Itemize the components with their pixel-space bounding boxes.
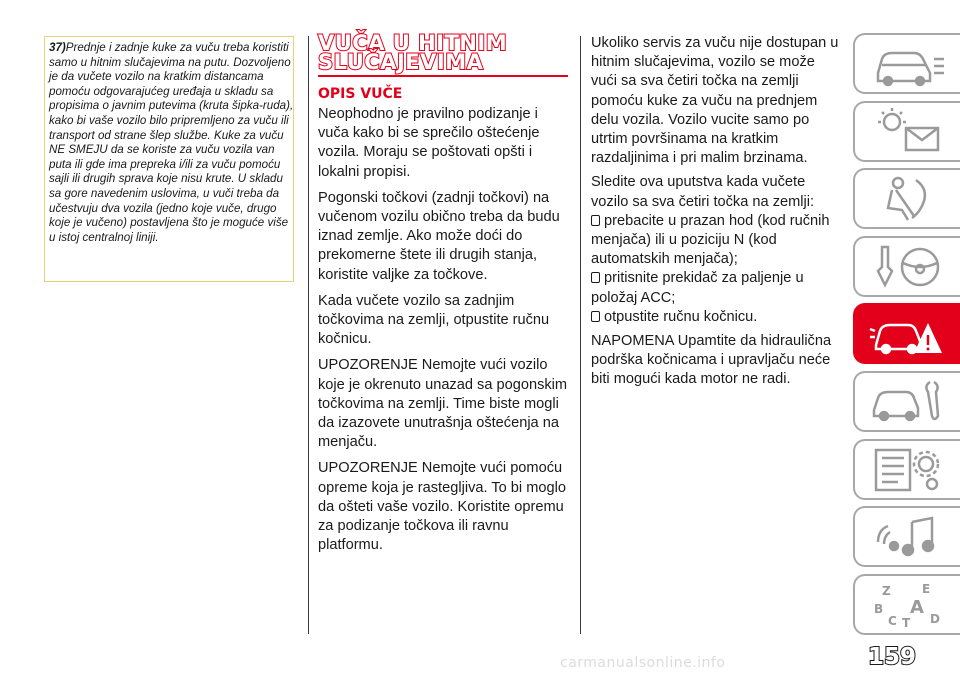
list-item-text: prebacite u prazan hod (kod ručnih menjača) ili u poziciju N (kod automatskih menjača); bbox=[591, 212, 830, 268]
svg-text:C: C bbox=[887, 614, 897, 629]
note-number: 37) bbox=[49, 41, 66, 54]
svg-text:D: D bbox=[929, 612, 940, 627]
tab-safety[interactable] bbox=[853, 168, 960, 229]
chapter-tabs bbox=[853, 33, 960, 641]
multimedia-music-icon bbox=[868, 512, 948, 562]
tab-multimedia[interactable] bbox=[853, 506, 960, 567]
technical-data-gear-icon bbox=[868, 444, 948, 494]
tab-technical-data[interactable] bbox=[853, 439, 960, 500]
note-text bbox=[49, 41, 297, 245]
dashboard-warning-lights-icon bbox=[868, 106, 948, 156]
warning-paragraph: UPOZORENJE Nemojte vući pomoću opreme koja je rastegljiva. To bi moglo da ošteti vaše vozilo. Koristite opremu za podizanje točkova ili ravnu platformu. bbox=[318, 460, 566, 554]
note-box bbox=[44, 36, 294, 282]
list-item-text: otpustite ručnu kočnicu. bbox=[604, 308, 758, 325]
section-title-line-2: SLUČAJEVIMA bbox=[318, 50, 484, 74]
warning-paragraph: UPOZORENJE Nemojte vući vozilo koje je okrenuto unazad sa pogonskim točkovima na zemlji. Time biste mogli da izazovete unutrašnja oštećenja na menjaču. bbox=[318, 357, 568, 451]
column-3 bbox=[591, 34, 843, 395]
list-item-text: pritisnite prekidač za paljenje u položaj ACC; bbox=[591, 270, 804, 306]
paragraph: Neophodno je pravilno podizanje i vuča kako bi se sprečilo oštećenje vozila. Moraju se poštovati opšti i lokalni propisi. bbox=[318, 106, 540, 180]
section-subtitle: OPIS VUČE bbox=[318, 86, 403, 102]
column-divider-2 bbox=[580, 36, 581, 634]
note-body: Prednje i zadnje kuke za vuču treba koristiti samo u hitnim slučajevima na putu. Dozvoljeno je da vučete vozilo na kratkim distancama pomoću odgovarajućeg uređaja u skladu sa propisima o javnim putevima (kruta šipka-ruda), kako bi vaše vozilo bilo pripremljeno za vuču ili transport od strane šlep službe. Kuke za vuču NE SMEJU da se koriste za vuču vozila van puta ili gde ima prepreka i/ili za vuču pomoću sajli ili drugih sprava koje nisu krute. U skladu sa gore navedenim uslovima, u vuči treba da učestvuju dva vozila (jedno koje vuče, drugo koje je vučeno) postavljena što je moguće više u istoj centralnoj liniji. bbox=[49, 41, 294, 244]
tab-emergency[interactable] bbox=[853, 303, 960, 364]
car-info-icon bbox=[868, 39, 948, 89]
section-title bbox=[318, 31, 570, 74]
seat-airbag-safety-icon bbox=[868, 174, 948, 224]
list-item bbox=[591, 269, 843, 307]
column-divider-1 bbox=[308, 36, 309, 634]
paragraph: Pogonski točkovi (zadnji točkovi) na vučenom vozilu obično treba da budu iznad zemlje. Ako može doći do prekomerne štete ili drugih stanja, koristite valjke za točkove. bbox=[318, 189, 560, 283]
list-item bbox=[591, 308, 843, 327]
checkbox-bullet-icon bbox=[591, 272, 600, 283]
section-title-line-1: VUČA U HITNIM bbox=[318, 31, 508, 55]
paragraph: Kada vučete vozilo sa zadnjim točkovima na zemlji, otpustite ručnu kočnicu. bbox=[318, 292, 550, 348]
tab-dashboard[interactable] bbox=[853, 101, 960, 162]
tab-starting-driving[interactable] bbox=[853, 236, 960, 297]
paragraph: Sledite ova uputstva kada vučete vozilo sa sva četiri točka na zemlji: bbox=[591, 174, 815, 210]
checkbox-bullet-icon bbox=[591, 311, 600, 322]
tab-car-info[interactable] bbox=[853, 33, 960, 94]
car-emergency-icon bbox=[868, 309, 948, 359]
list-item bbox=[591, 212, 843, 270]
column-2 bbox=[318, 31, 570, 562]
paragraph: Ukoliko servis za vuču nije dostupan u hitnim slučajevima, vozilo se može vući sa sva četiri točka na zemlji pomoću kuke za vuču na prednjem delu vozila. Vozilo vucite samo po utrtim površinama na kratkim razdaljinima i pri malim brzinama. bbox=[591, 35, 839, 167]
svg-text:A: A bbox=[909, 597, 924, 619]
note-paragraph: NAPOMENA Upamtite da hidraulična podrška kočnicama i upravljaču neće biti mogući kada motor ne radi. bbox=[591, 333, 832, 388]
page-number: 159 bbox=[868, 644, 917, 670]
title-underline bbox=[318, 75, 568, 77]
checkbox-bullet-icon bbox=[591, 215, 600, 226]
svg-text:B: B bbox=[873, 602, 883, 617]
svg-text:Z: Z bbox=[881, 584, 891, 599]
tab-maintenance[interactable] bbox=[853, 371, 960, 432]
car-maintenance-wrench-icon bbox=[868, 376, 948, 426]
svg-text:T: T bbox=[901, 616, 910, 630]
watermark: carmanualsonline.info bbox=[560, 655, 726, 671]
alphabetical-index-icon bbox=[868, 579, 948, 629]
key-steering-wheel-icon bbox=[868, 241, 948, 291]
svg-text:E: E bbox=[921, 582, 930, 597]
tab-index[interactable] bbox=[853, 574, 960, 635]
